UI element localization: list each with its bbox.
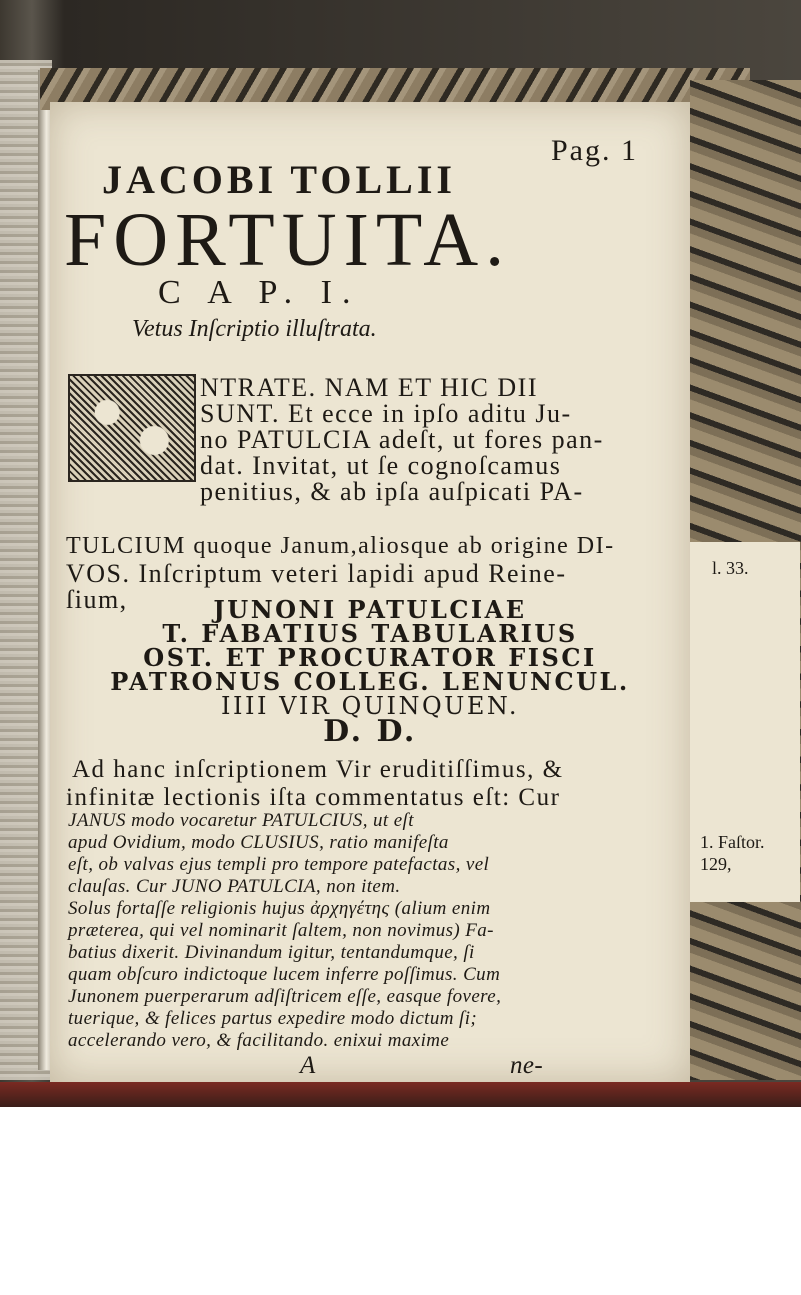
intro-line: NTRATE. NAM ET HIC DII xyxy=(200,373,538,402)
margin-note: 129, xyxy=(700,854,732,874)
margin-note: l. 33. xyxy=(712,558,749,578)
intro-line: ſium, xyxy=(66,585,128,614)
inscription-line: JUNONI PATULCIAE xyxy=(213,595,527,624)
commentary-line: apud Ovidium, modo CLUSIUS, ratio manifeſta xyxy=(68,832,449,853)
margin-note: 1. Faſtor. xyxy=(700,832,765,852)
inscription-line: PATRONUS COLLEG. LENUNCUL. xyxy=(110,667,630,696)
intro-line: no PATULCIA adeſt, ut fores pan- xyxy=(200,425,604,454)
book-page xyxy=(50,102,690,1082)
body-line: Ad hanc inſcriptionem Vir eruditiſſimus, & xyxy=(72,756,564,783)
commentary-line: Solus fortaſſe religionis hujus ἀρχηγέτης (alium enim xyxy=(68,898,491,919)
commentary-line: eſt, ob valvas ejus templi pro tempore patefactas, vel xyxy=(68,854,490,875)
page-number: Pag. 1 xyxy=(551,134,638,167)
commentary-line: præterea, qui vel nominarit ſaltem, non novimus) Fa- xyxy=(68,920,494,941)
signature-mark: A xyxy=(300,1052,316,1079)
woodcut-initial-image xyxy=(68,374,196,482)
commentary-line: batius dixerit. Divinandum igitur, tentandumque, ſi xyxy=(68,942,475,963)
inscription-line: IIII VIR QUINQUEN. xyxy=(221,692,519,720)
body-line: infinitæ lectionis iſta commentatus eſt: Cur xyxy=(66,784,561,811)
catchword: ne- xyxy=(510,1052,544,1079)
commentary-line: JANUS modo vocaretur PATULCIUS, ut eſt xyxy=(68,810,414,831)
intro-line: penitius, & ab ipſa auſpicati PA- xyxy=(200,477,584,506)
chapter-heading: C A P. I. xyxy=(158,274,361,311)
bottom-edge-shadow xyxy=(0,1082,801,1107)
commentary-line: accelerando vero, & facilitando. enixui maxime xyxy=(68,1030,450,1051)
intro-line: VOS. Inſcriptum veteri lapidi apud Reine- xyxy=(66,559,567,588)
commentary-line: quam obſcuro indictoque lucem inferre poſſimus. Cum xyxy=(68,964,501,985)
commentary-line: clauſas. Cur JUNO PATULCIA, non item. xyxy=(68,876,401,897)
commentary-line: tuerique, & felices partus expedire modo dictum ſi; xyxy=(68,1008,478,1029)
inscription-line: OST. ET PROCURATOR FISCI xyxy=(143,643,597,672)
inscription-line: D. D. xyxy=(323,714,417,749)
commentary-line: Junonem puerperarum adſiſtricem eſſe, easque fovere, xyxy=(68,986,502,1007)
intro-line: SUNT. Et ecce in ipſo aditu Ju- xyxy=(200,399,572,428)
intro-line: TULCIUM quoque Janum,aliosque ab origine DI- xyxy=(66,533,615,559)
intro-line: dat. Invitat, ut ſe cognoſcamus xyxy=(200,451,562,480)
page-title: FORTUITA. xyxy=(64,198,512,282)
author-heading: JACOBI TOLLII xyxy=(102,157,456,202)
chapter-subtitle: Vetus Inſcriptio illuſtrata. xyxy=(132,316,377,342)
inscription-line: T. FABATIUS TABULARIUS xyxy=(162,619,578,648)
